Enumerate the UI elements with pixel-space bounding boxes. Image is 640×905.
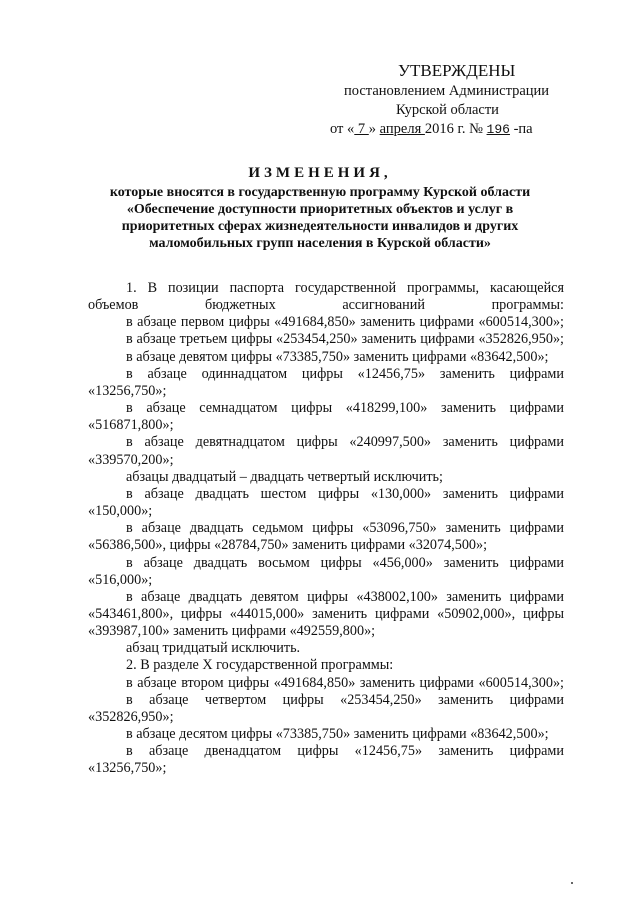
paragraph: в абзаце первом цифры «491684,850» заменить цифрами «600514,300»; (126, 314, 564, 331)
heading-title: ИЗМЕНЕНИЯ, (248, 165, 392, 181)
paragraph: в абзаце двадцать восьмом цифры «456,000» заменить цифрами «516,000»; (88, 554, 564, 588)
document-heading (70, 165, 570, 252)
heading-line-4: маломобильных групп населения в Курской области» (149, 236, 491, 251)
date-suffix: -па (509, 121, 533, 137)
approval-title: УТВЕРЖДЕНЫ (398, 61, 516, 80)
date-mid-1: » (368, 121, 380, 137)
paragraph: в абзаце семнадцатом цифры «418299,100» заменить цифрами «516871,800»; (88, 400, 564, 434)
approval-line-2: Курской области (396, 102, 499, 118)
approval-day: 7 (354, 121, 369, 137)
date-prefix: от « (330, 121, 355, 137)
date-mid-2: 2016 г. № (424, 121, 487, 137)
heading-line-2: «Обеспечение доступности приоритетных объектов и услуг в (126, 202, 514, 217)
paragraph: в абзаце девятнадцатом цифры «240997,500» заменить цифрами «339570,200»; (88, 434, 564, 468)
heading-line-1: которые вносятся в государственную программу Курской области (109, 185, 531, 200)
paragraph: в абзаце втором цифры «491684,850» заменить цифрами «600514,300»; (126, 674, 564, 691)
paragraph: в абзаце двадцать седьмом цифры «53096,750» заменить цифрами «56386,500», цифры «28784,750» заменить цифрами «32074,500»; (88, 520, 564, 554)
paragraph: в абзаце девятом цифры «73385,750» заменить цифрами «83642,500»; (126, 348, 549, 365)
paragraph: в абзаце десятом цифры «73385,750» заменить цифрами «83642,500»; (126, 726, 549, 743)
paragraph: абзац тридцатый исключить. (126, 640, 301, 657)
paragraph: 2. В разделе X государственной программы: (126, 657, 394, 674)
heading-line-3: приоритетных сферах жизнедеятельности инвалидов и других (121, 219, 519, 234)
scan-speck (571, 882, 573, 884)
approval-date-line (330, 120, 533, 139)
approval-number: 196 (486, 122, 510, 137)
approval-line-1: постановлением Администрации (344, 83, 550, 99)
paragraph: в абзаце четвертом цифры «253454,250» заменить цифрами «352826,950»; (88, 691, 564, 725)
paragraph: в абзаце одиннадцатом цифры «12456,75» заменить цифрами «13256,750»; (88, 365, 564, 399)
document-body (88, 280, 564, 778)
approval-month: апреля (379, 121, 425, 137)
paragraph: в абзаце третьем цифры «253454,250» заменить цифрами «352826,950»; (126, 331, 564, 348)
paragraph: в абзаце двадцать шестом цифры «130,000» заменить цифрами «150,000»; (88, 485, 564, 520)
paragraph: в абзаце двадцать девятом цифры «438002,100» заменить цифрами «543461,800», цифры «44015,000» заменить цифрами «50902,000», цифры «393987,100» заменить цифрами «492559,800»; (88, 588, 564, 640)
paragraph: 1. В позиции паспорта государственной программы, касающейся объемов бюджетных ассигнований программы: (88, 280, 564, 314)
paragraph: абзацы двадцатый – двадцать четвертый исключить; (126, 468, 443, 485)
paragraph: в абзаце двенадцатом цифры «12456,75» заменить цифрами «13256,750»; (88, 743, 564, 777)
